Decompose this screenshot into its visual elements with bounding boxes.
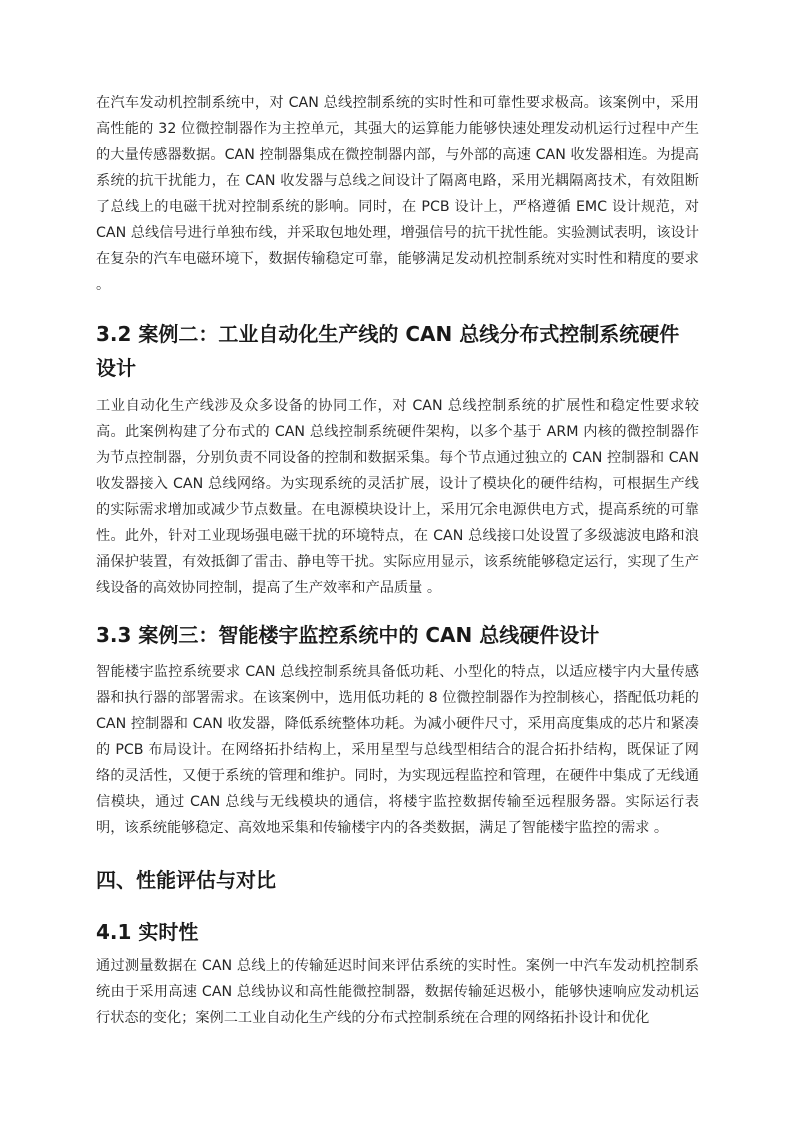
paragraph-industry-case: 工业自动化生产线涉及众多设备的协同工作，对 CAN 总线控制系统的扩展性和稳定性要求较高。此案例构建了分布式的 CAN 总线控制系统硬件架构，以多个基于 ARM 内核的微控制器作为节点控制器，分别负责不同设备的控制和数据采集。每个节点通过独立的 CAN 控制器和 CAN 收发器接入 CAN 总线网络。为实现系统的灵活扩展，设计了模块化的硬件结构，可根据生产线的实际需求增加或减少节点数量。在电源模块设计上，采用冗余电源供电方式，提高系统的可靠性。此外，针对工业现场强电磁干扰的环境特点，在 CAN 总线接口处设置了多级滤波电路和浪涌保护装置，有效抵御了雷击、静电等干扰。实际应用显示，该系统能够稳定运行，实现了生产线设备的高效协同控制，提高了生产效率和产品质量 。 [96,398,699,596]
paragraph-realtime: 通过测量数据在 CAN 总线上的传输延迟时间来评估系统的实时性。案例一中汽车发动机控制系统由于采用高速 CAN 总线协议和高性能微控制器，数据传输延迟极小，能够快速响应发动机运行状态的变化；案例二工业自动化生产线的分布式控制系统在合理的网络拓扑设计和优化 [96,958,699,1026]
paragraph-engine-case: 在汽车发动机控制系统中，对 CAN 总线控制系统的实时性和可靠性要求极高。该案例中，采用高性能的 32 位微控制器作为主控单元，其强大的运算能力能够快速处理发动机运行过程中产生的大量传感器数据。CAN 控制器集成在微控制器内部，与外部的高速 CAN 收发器相连。为提高系统的抗干扰能力，在 CAN 收发器与总线之间设计了隔离电路，采用光耦隔离技术，有效阻断了总线上的电磁干扰对控制系统的影响。同时，在 PCB 设计上，严格遵循 EMC 设计规范，对 CAN 总线信号进行单独布线，并采取包地处理，增强信号的抗干扰性能。实验测试表明，该设计在复杂的汽车电磁环境下，数据传输稳定可靠，能够满足发动机控制系统对实时性和精度的要求 。 [96,95,699,293]
heading-case-2: 3.2 案例二：工业自动化生产线的 CAN 总线分布式控制系统硬件设计 [96,322,680,380]
paragraph-building-case: 智能楼宇监控系统要求 CAN 总线控制系统具备低功耗、小型化的特点，以适应楼宇内大量传感器和执行器的部署需求。在该案例中，选用低功耗的 8 位微控制器作为控制核心，搭配低功耗的 CAN 控制器和 CAN 收发器，降低系统整体功耗。为减小硬件尺寸，采用高度集成的芯片和紧凑的 PCB 布局设计。在网络拓扑结构上，采用星型与总线型相结合的混合拓扑结构，既保证了网络的灵活性，又便于系统的管理和维护。同时，为实现远程监控和管理，在硬件中集成了无线通信模块，通过 CAN 总线与无线模块的通信，将楼宇监控数据传输至远程服务器。实际运行表明，该系统能够稳定、高效地采集和传输楼宇内的各类数据，满足了智能楼宇监控的需求 。 [96,664,699,836]
heading-case-3: 3.3 案例三：智能楼宇监控系统中的 CAN 总线硬件设计 [96,623,600,647]
heading-realtime: 4.1 实时性 [96,920,199,944]
document-page [96,88,699,1031]
heading-section-4: 四、性能评估与对比 [96,868,276,892]
